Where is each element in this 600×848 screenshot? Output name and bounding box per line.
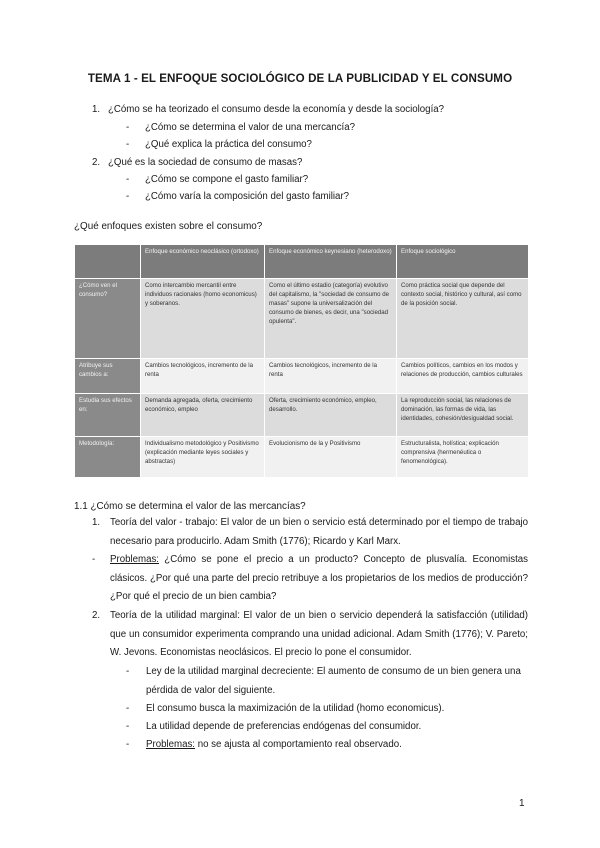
table-cell: Cambios tecnológicos, incremento de la renta: [265, 359, 397, 394]
column-header-keynesian: Enfoque económico keynesiano (heterodoxo): [265, 245, 397, 279]
table-row: [75, 279, 529, 359]
comparison-table: [74, 244, 529, 478]
table-cell: Estructuralista, holística; explicación comprensiva (hermenéutica o fenomenológica).: [397, 437, 529, 478]
table-cell: La reproducción social, las relaciones de dominación, las formas de vida, las identidades, cohesión/desigualdad social.: [397, 394, 529, 437]
document-title: TEMA 1 - EL ENFOQUE SOCIOLÓGICO DE LA PUBLICIDAD Y EL CONSUMO: [87, 72, 513, 85]
dash-marker: -: [126, 191, 130, 202]
outline-subitem-text: ¿Cómo se determina el valor de una mercancía?: [145, 122, 355, 133]
outline-text: ¿Qué es la sociedad de consumo de masas?: [108, 157, 303, 168]
dash-marker: -: [126, 174, 130, 185]
table-cell: Oferta, crecimiento económico, empleo, desarrollo.: [265, 394, 397, 437]
table-cell: Demanda agregada, oferta, crecimiento económico, empleo: [141, 394, 265, 437]
dash-marker: -: [126, 122, 130, 133]
outline-number: 1.: [92, 104, 101, 115]
row-header: Atribuye sus cambios a:: [75, 359, 141, 394]
problems-text: ¿Cómo se pone el precio a un producto? Concepto de plusvalía. Economistas clásicos. ¿Por qué una parte del precio retribuye a los propietarios de los medios de producción? ¿Por qué el precio de un bien cambia?: [110, 554, 528, 603]
table-row: [75, 359, 529, 394]
table-cell: Como intercambio mercantil entre individuos racionales (homo economicus) y soberanos.: [141, 279, 265, 359]
row-header: Estudia sus efectos en:: [75, 394, 141, 437]
table-cell: Evolucionismo de la y Positivismo: [265, 437, 397, 478]
table-header-row: [75, 245, 529, 279]
column-header-neoclassical: Enfoque económico neoclásico (ortodoxo): [141, 245, 265, 279]
outline-subitem-text: ¿Qué explica la práctica del consumo?: [145, 139, 312, 150]
outline-number: 2.: [92, 157, 101, 168]
item-number: 2.: [92, 610, 101, 621]
bullet-item: [126, 700, 526, 719]
bullet-text: El consumo busca la maximización de la utilidad (homo economicus).: [146, 703, 445, 714]
theory-item-1: [92, 514, 528, 551]
bullet-item: [126, 736, 526, 755]
item-number: 1.: [92, 517, 101, 528]
table-row: [75, 437, 529, 478]
outline-subitem-text: ¿Cómo se compone el gasto familiar?: [145, 174, 309, 185]
row-header: ¿Cómo ven el consumo?: [75, 279, 141, 359]
page-number: 1: [519, 798, 525, 809]
dash-marker: -: [92, 554, 96, 565]
dash-marker: -: [126, 721, 130, 732]
item-text: Teoría de la utilidad marginal: El valor de un bien o servicio dependerá la satisfacción (utilidad) que un consumidor experimenta comprando una unidad adicional. Adam Smith (1776); V. Pareto; W. Jevons. Economistas neoclásicos. El precio lo pone el consumidor.: [110, 610, 528, 659]
problems-label: Problemas:: [146, 739, 195, 750]
outline-text: ¿Cómo se ha teorizado el consumo desde la economía y desde la sociología?: [108, 104, 445, 115]
bullet-item: [126, 663, 526, 700]
table-cell: Como práctica social que depende del contexto social, histórico y cultural, así como de la posición social.: [397, 279, 529, 359]
theory-item-2: [92, 607, 528, 663]
table-row: [75, 394, 529, 437]
table-cell: Individualismo metodológico y Positivismo (explicación mediante leyes sociales y abstractas): [141, 437, 265, 478]
dash-marker: -: [126, 139, 130, 150]
table-cell: Cambios políticos, cambios en los modos y relaciones de producción, cambios culturales: [397, 359, 529, 394]
row-header: Metodología:: [75, 437, 141, 478]
bullet-text: Ley de la utilidad marginal decreciente: El aumento de consumo de un bien genera una pérdida de valor del siguiente.: [146, 666, 521, 696]
table-corner-cell: [75, 245, 141, 279]
bullet-item: [126, 718, 526, 737]
dash-marker: -: [126, 666, 130, 677]
table-cell: Cambios tecnológicos, incremento de la renta: [141, 359, 265, 394]
bullet-text: La utilidad depende de preferencias endógenas del consumidor.: [146, 721, 422, 732]
problems-paragraph-1: [92, 551, 528, 607]
item-text: Teoría del valor - trabajo: El valor de un bien o servicio está determinado por el tiempo de trabajo necesario para producirlo. Adam Smith (1776); Ricardo y Karl Marx.: [110, 517, 528, 547]
table-heading: ¿Qué enfoques existen sobre el consumo?: [74, 221, 263, 232]
outline-subitem-text: ¿Cómo varía la composición del gasto familiar?: [145, 191, 350, 202]
dash-marker: -: [126, 739, 130, 750]
section-heading-1-1: 1.1 ¿Cómo se determina el valor de las mercancías?: [74, 501, 306, 512]
problems-text: no se ajusta al comportamiento real observado.: [195, 739, 402, 750]
table-cell: Como el último estadio (categoría) evolutivo del capitalismo, la "sociedad de consumo de masas" supone la universalización del consumo de bienes, es decir, una "sociedad opulenta".: [265, 279, 397, 359]
column-header-sociological: Enfoque sociológico: [397, 245, 529, 279]
problems-label: Problemas:: [110, 554, 159, 565]
dash-marker: -: [126, 703, 130, 714]
